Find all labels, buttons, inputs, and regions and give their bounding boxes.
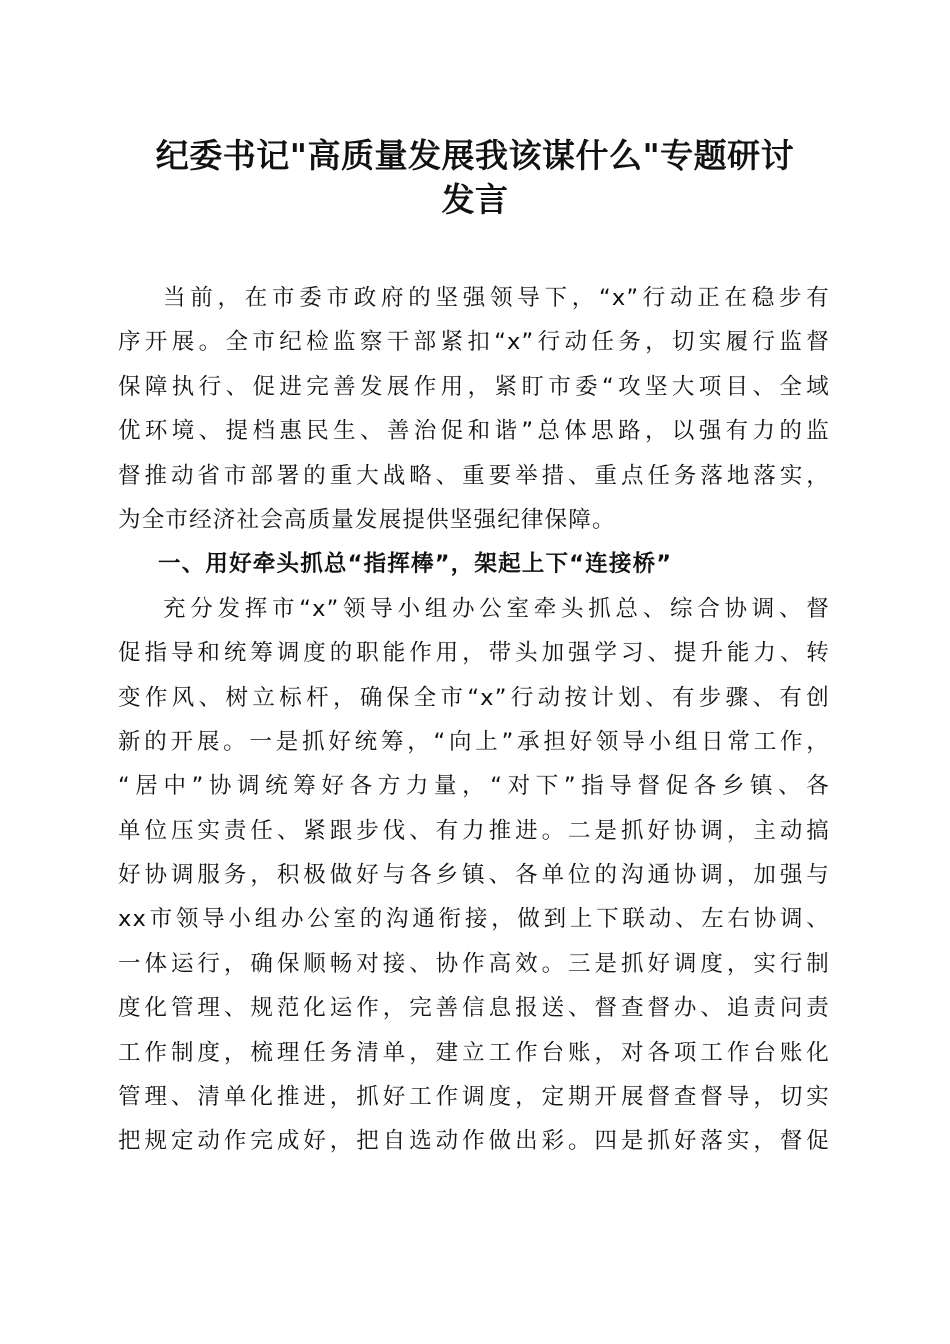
- paragraph-line: 工作制度，梳理任务清单，建立工作台账，对各项工作台账化: [118, 1039, 830, 1066]
- section-1-paragraph: [118, 587, 830, 1164]
- paragraph-line: 把规定动作完成好，把自选动作做出彩。四是抓好落实，督促: [118, 1128, 830, 1155]
- paragraph-line: 新的开展。一是抓好统筹，“向上”承担好领导小组日常工作，: [118, 728, 830, 755]
- paragraph-line: 度化管理、规范化运作，完善信息报送、督查督办、追责问责: [118, 995, 830, 1022]
- paragraph-line: 单位压实责任、紧跟步伐、有力推进。二是抓好协调，主动搞: [118, 817, 830, 844]
- paragraph-line: 促指导和统筹调度的职能作用，带头加强学习、提升能力、转: [118, 640, 830, 667]
- title-line-1: 纪委书记"高质量发展我该谋什么"专题研讨: [155, 136, 795, 175]
- paragraph-line: 序开展。全市纪检监察干部紧扣“x”行动任务，切实履行监督: [118, 329, 830, 356]
- paragraph-line: 好协调服务，积极做好与各乡镇、各单位的沟通协调，加强与: [118, 862, 830, 889]
- paragraph-line: 一体运行，确保顺畅对接、协作高效。三是抓好调度，实行制: [118, 950, 830, 977]
- paragraph-line: 保障执行、促进完善发展作用，紧盯市委“攻坚大项目、全域: [118, 373, 830, 400]
- paragraph-line: 为全市经济社会高质量发展提供坚强纪律保障。: [118, 506, 616, 533]
- paragraph-line: 充分发挥市“x”领导小组办公室牵头抓总、综合协调、督: [163, 595, 830, 622]
- document-title: [110, 134, 840, 222]
- title-line-2: 发言: [441, 180, 509, 219]
- paragraph-line: 督推动省市部署的重大战略、重要举措、重点任务落地落实，: [118, 462, 830, 489]
- paragraph-line: 当前，在市委市政府的坚强领导下，“x”行动正在稳步有: [163, 285, 830, 311]
- paragraph-line: 优环境、提档惠民生、善治促和谐”总体思路，以强有力的监: [118, 418, 830, 445]
- paragraph-line: 变作风、树立标杆，确保全市“x”行动按计划、有步骤、有创: [118, 684, 830, 711]
- intro-paragraph: [118, 276, 830, 542]
- paragraph-line: “居中”协调统筹好各方力量，“对下”指导督促各乡镇、各: [118, 773, 830, 800]
- document-body: [118, 276, 830, 1164]
- paragraph-line: 管理、清单化推进，抓好工作调度，定期开展督查督导，切实: [118, 1084, 830, 1111]
- paragraph-line: xx市领导小组办公室的沟通衔接，做到上下联动、左右协调、: [118, 906, 830, 933]
- section-heading: 一、用好牵头抓总“指挥棒”，架起上下“连接桥”: [158, 551, 673, 578]
